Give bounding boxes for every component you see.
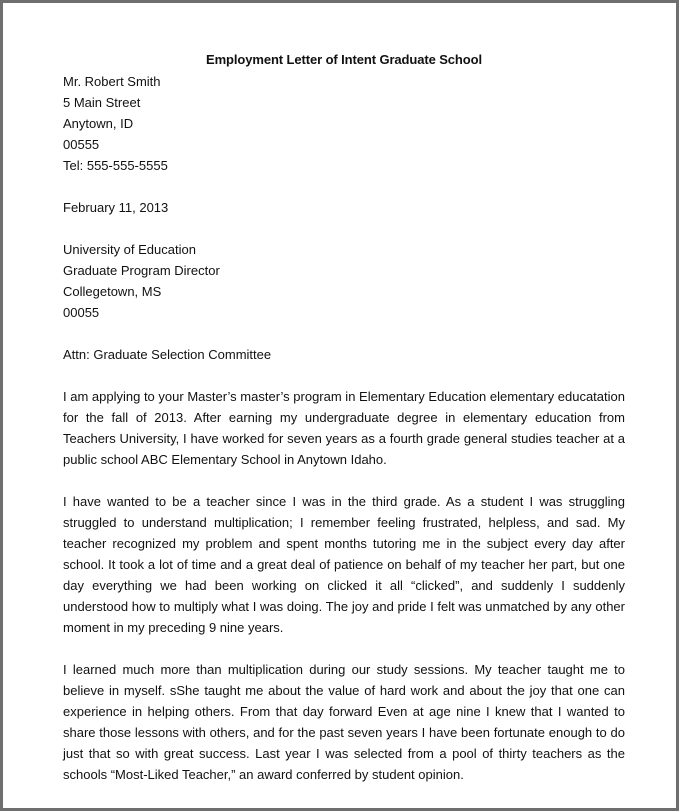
sender-street: 5 Main Street bbox=[63, 95, 141, 110]
recipient-organization: University of Education bbox=[63, 242, 196, 257]
body-paragraph-1: I am applying to your Master’s master’s program in Elementary Education elementary educatation for the fall of 2013. After earning my undergraduate degree in elementary education from Teachers University, I have worked for seven years as a fourth grade general studies teacher at a public school ABC Elementary School in Anytown Idaho. bbox=[63, 389, 625, 467]
letter-date: February 11, 2013 bbox=[63, 200, 169, 215]
spacer bbox=[63, 323, 625, 344]
recipient-city-state: Collegetown, MS bbox=[63, 284, 162, 299]
sender-address-block bbox=[63, 71, 625, 176]
spacer bbox=[63, 365, 625, 386]
spacer bbox=[63, 638, 625, 659]
letter-page bbox=[63, 49, 625, 785]
spacer bbox=[63, 218, 625, 239]
sender-zip: 00555 bbox=[63, 137, 100, 152]
sender-name: Mr. Robert Smith bbox=[63, 74, 161, 89]
spacer bbox=[63, 176, 625, 197]
body-paragraph-2: I have wanted to be a teacher since I was in the third grade. As a student I was struggling struggled to understand multiplication; I remember feeling frustrated, helpless, and sad. My teacher recognized my problem and spent months tutoring me in the subject every day after school. It took a lot of time and a great deal of patience on behalf of my teacher her part, but one day everything we had been working on clicked it all “clicked”, and suddenly I suddenly understood how to multiply what I was doing. The joy and pride I felt was unmatched by any other moment in my preceding 9 nine years. bbox=[63, 494, 625, 635]
sender-city-state: Anytown, ID bbox=[63, 116, 134, 131]
sender-phone: Tel: 555-555-5555 bbox=[63, 158, 168, 173]
recipient-address-block bbox=[63, 239, 625, 323]
spacer bbox=[63, 470, 625, 491]
recipient-zip: 00055 bbox=[63, 305, 100, 320]
attention-line: Attn: Graduate Selection Committee bbox=[63, 347, 272, 362]
letter-title: Employment Letter of Intent Graduate School bbox=[206, 52, 482, 67]
body-paragraph-3: I learned much more than multiplication during our study sessions. My teacher taught me to believe in myself. sShe taught me about the value of hard work and about the joy that one can experience in helping others. From that day forward Even at age nine I knew that I wanted to share those lessons with others, and for the past seven years I have been fortunate enough to do just that so with great success. Last year I was selected from a pool of thirty teachers as the schools “Most-Liked Teacher,” an award conferred by student opinion. bbox=[63, 662, 625, 782]
recipient-title: Graduate Program Director bbox=[63, 263, 220, 278]
